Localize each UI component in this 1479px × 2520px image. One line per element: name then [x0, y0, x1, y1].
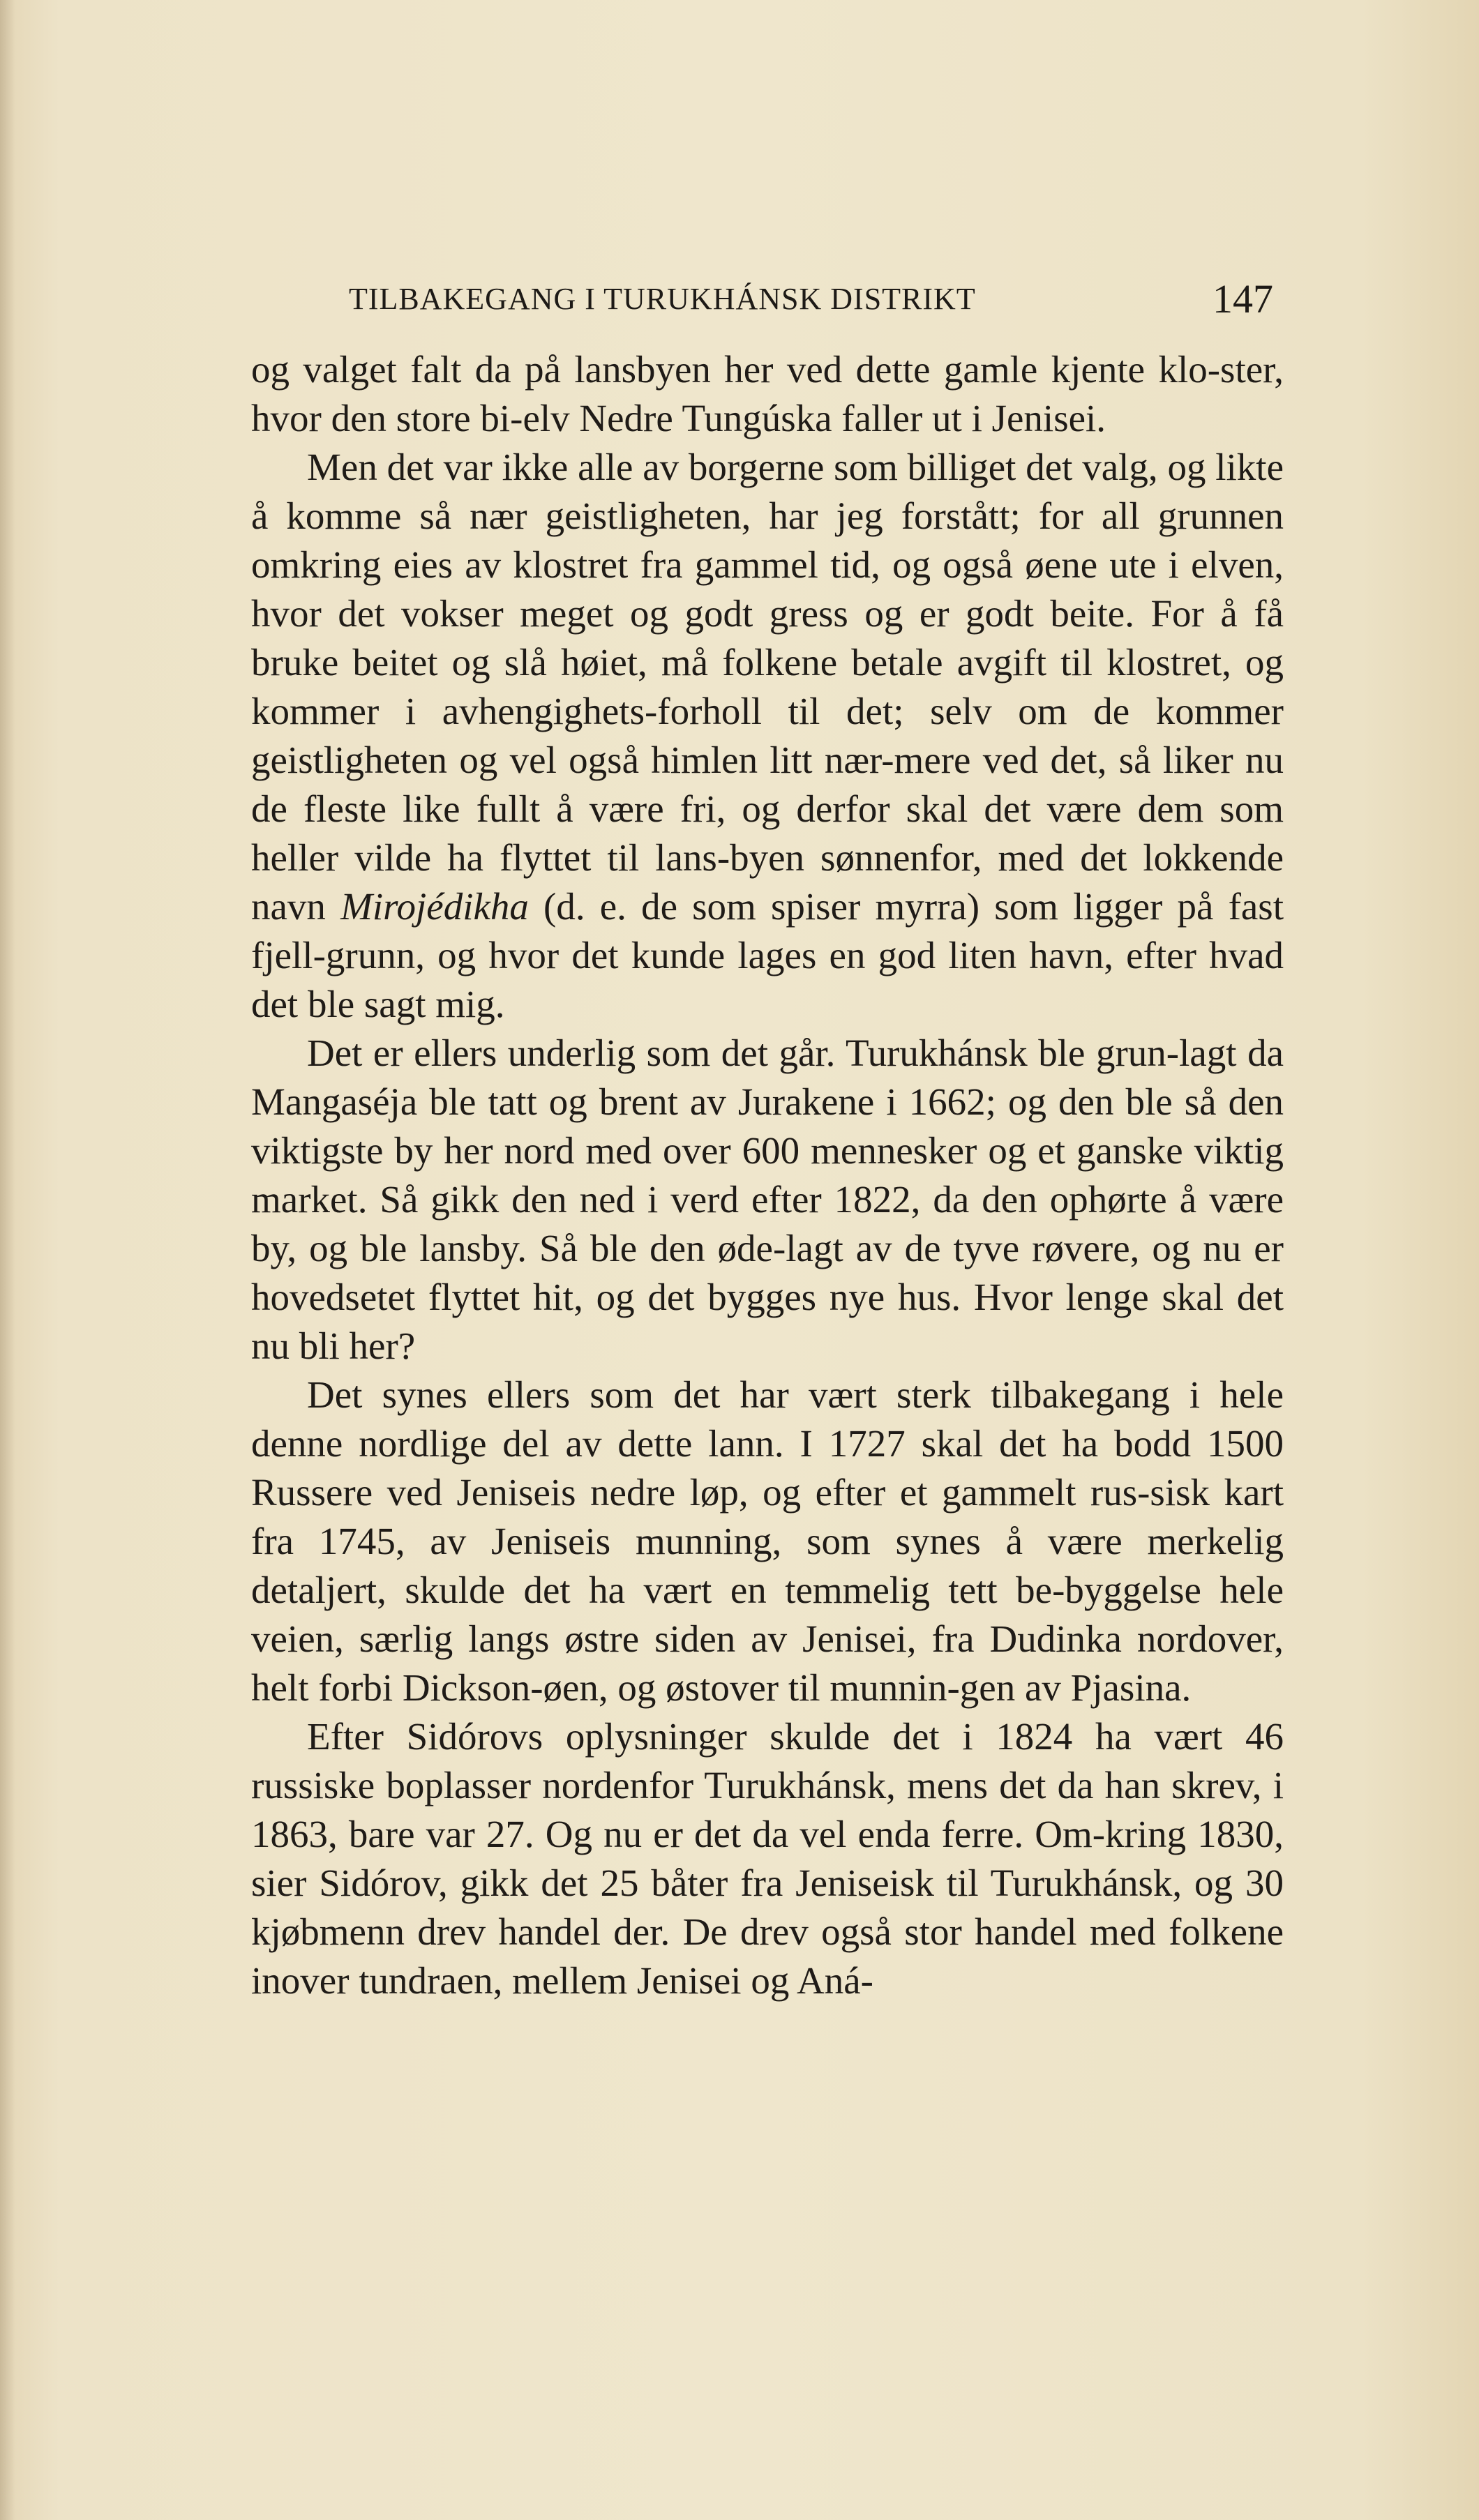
paragraph-2-continuation: (d. e. de som spiser myrra) som ligger på fast fjell-grunn, og hvor det kunde lages en god liten havn, efter hvad det ble sagt mig. — [251, 885, 1284, 1025]
running-head — [349, 276, 1273, 324]
place-name-emphasis: Mirojédikha — [340, 885, 529, 928]
binding-shadow — [0, 0, 15, 2520]
paragraph-3: Det er ellers underlig som det går. Turukhánsk ble grun-lagt da Mangaséja ble tatt og brent av Jurakene i 1662; og den ble så den viktigste by her nord med over 600 mennesker og et ganske viktig market. Så gikk den ned i verd efter 1822, da den ophørte å være by, og ble lansby. Så ble den øde-lagt av de tyve røvere, og nu er hovedsetet flyttet hit, og det bygges nye hus. Hvor lenge skal det nu bli her? — [251, 1032, 1284, 1367]
paragraph-5: Efter Sidórovs oplysninger skulde det i 1824 ha vært 46 russiske boplasser nordenfor Turukhánsk, mens det da han skrev, i 1863, bare var 27. Og nu er det da vel enda ferre. Om-kring 1830, sier Sidórov, gikk det 25 båter fra Jeniseisk til Turukhánsk, og 30 kjøbmenn drev handel der. De drev også stor handel med folkene inover tundraen, mellem Jenisei og Aná- — [251, 1715, 1284, 2002]
paragraph-4: Det synes ellers som det har vært sterk tilbakegang i hele denne nordlige del av dette lann. I 1727 skal det ha bodd 1500 Russere ved Jeniseis nedre løp, og efter et gammelt rus-sisk kart fra 1745, av Jeniseis munning, som synes å være merkelig detaljert, skulde det ha vært en temmelig tett be-byggelse hele veien, særlig langs østre siden av Jenisei, fra Dudinka nordover, helt forbi Dickson-øen, og østover til munnin-gen av Pjasina. — [251, 1373, 1284, 1709]
running-title: TILBAKEGANG I TURUKHÁNSK DISTRIKT — [349, 282, 976, 316]
page-number: 147 — [1213, 276, 1273, 322]
body-text — [251, 345, 1284, 2005]
paragraph-1: og valget falt da på lansbyen her ved dette gamle kjente klo-ster, hvor den store bi-elv Nedre Tungúska faller ut i Jenisei. — [251, 348, 1284, 439]
paragraph-2 — [251, 443, 1284, 1029]
paragraph-2-text: Men det var ikke alle av borgerne som billiget det valg, og likte å komme så nær geistligheten, har jeg forstått; for all grunnen omkring eies av klostret fra gammel tid, og også øene ute i elven, hvor det vokser meget og godt gress og er godt beite. For å få bruke beitet og slå høiet, må folkene betale avgift til klostret, og kommer i avhengighets-forholl til det; selv om de kommer geistligheten og vel også himlen litt nær-mere ved det, så liker nu de fleste like fullt å være fri, og derfor skal det være dem som heller vilde ha flyttet til lans-byen sønnenfor, med det lokkende navn — [251, 446, 1284, 928]
